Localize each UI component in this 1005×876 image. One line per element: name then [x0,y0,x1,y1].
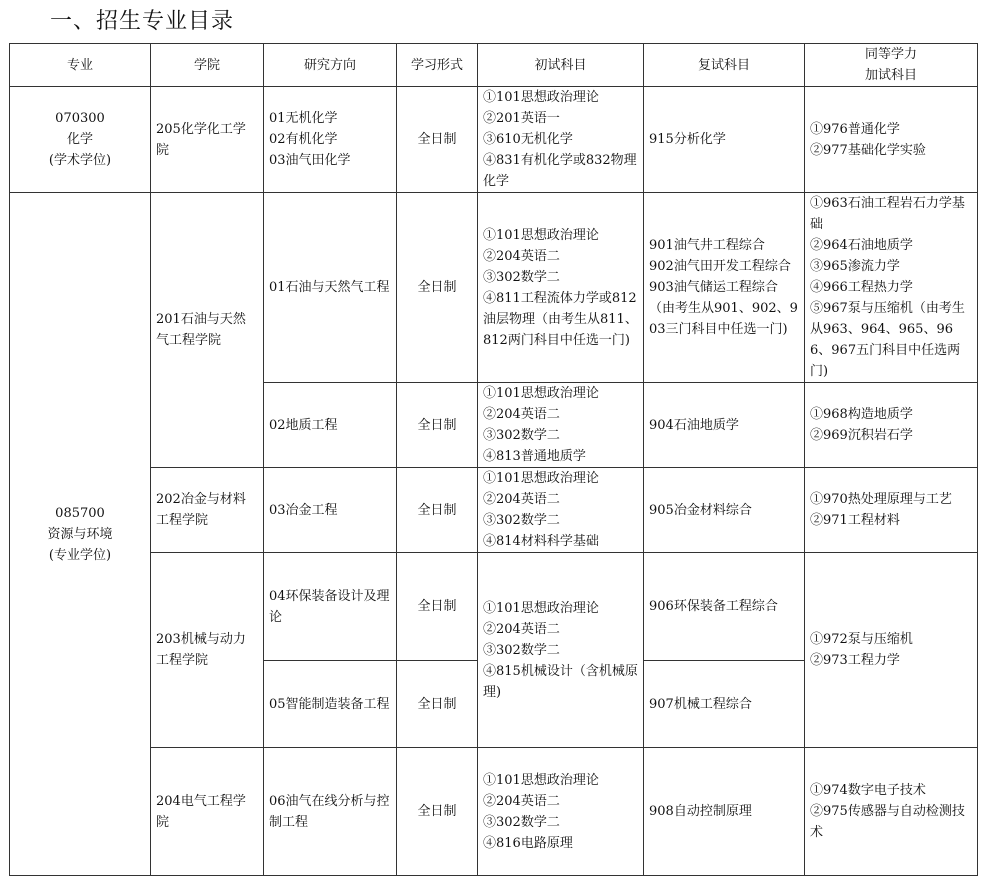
direction-item: 05智能制造装备工程 [269,696,390,712]
direction-cell [264,468,397,553]
exam-subject: ③302数学二 [483,642,560,658]
header-mode: 学习形式 [397,44,478,87]
extra-subject: ②975传感器与自动检测技术 [810,804,965,840]
header-row [10,44,978,87]
exam-subject: ①101思想政治理论 [483,386,599,401]
exam-subject: ②204英语二 [483,407,560,422]
direction-cell [264,87,397,193]
retest-cell [644,193,805,383]
exam-subject: ②204英语二 [483,492,560,507]
page-title: 一、招生专业目录 [50,9,235,34]
table-row [10,87,978,193]
retest-subject: 908自动控制原理 [649,804,752,819]
direction-cell [264,748,397,876]
retest-subject: 905冶金材料综合 [649,502,752,518]
extra-subject: ②977基础化学实验 [810,142,926,158]
mode-cell: 全日制 [397,383,478,468]
admissions-table [9,43,978,876]
extra-subject: ①963石油工程岩石力学基础 [810,196,965,232]
header-retest: 复试科目 [644,44,805,87]
exam-subject: ①101思想政治理论 [483,471,599,486]
extra-subject: ④966工程热力学 [810,280,913,295]
direction-cell [264,193,397,383]
mode-cell: 全日制 [397,468,478,553]
major-code: 085700 [55,505,105,521]
extra-subject: ②971工程材料 [810,513,900,528]
extra-subject: ③965渗流力学 [810,259,900,274]
extra-cell [805,468,978,553]
exam-subject: ①101思想政治理论 [483,772,599,788]
extra-subject: ⑤967泵与压缩机（由考生从963、964、965、966、967五门科目中任选两门) [810,301,965,379]
mode-cell: 全日制 [397,553,478,661]
header-extra-line: 同等学力 [864,47,917,62]
exam-subject: ②204英语二 [483,621,560,637]
retest-subject: 903油气储运工程综合（由考生从901、902、903三门科目中任选一门) [649,280,798,337]
exam-subject: ④813普通地质学 [483,449,586,464]
major-name: 化学 [66,132,93,147]
first-exam-cell [478,383,644,468]
exam-subject: ①101思想政治理论 [483,90,599,105]
exam-subject: ④831有机化学或832物理化学 [483,153,637,189]
college-cell: 203机械与动力工程学院 [151,553,264,748]
retest-subject: 907机械工程综合 [649,696,752,712]
table-row [10,193,978,383]
exam-subject: ④815机械设计（含机械原理) [483,663,638,700]
extra-subject: ①968构造地质学 [810,407,913,422]
header-major: 专业 [10,44,151,87]
direction-cell [264,661,397,748]
extra-subject: ①972泵与压缩机 [810,632,913,647]
exam-subject: ②204英语二 [483,248,560,264]
table-row [10,748,978,876]
major-code: 070300 [55,111,105,126]
direction-item: 03油气田化学 [269,153,351,168]
college-cell: 201石油与天然气工程学院 [151,193,264,468]
exam-subject: ①101思想政治理论 [483,227,599,243]
extra-subject: ①970热处理原理与工艺 [810,492,952,507]
exam-subject: ③302数学二 [483,513,560,528]
extra-cell [805,383,978,468]
first-exam-cell [478,468,644,553]
exam-subject: ③302数学二 [483,428,560,443]
major-type: (专业学位) [48,547,112,563]
exam-subject: ②201英语一 [483,111,560,126]
retest-cell [644,553,805,661]
retest-cell [644,468,805,553]
retest-cell [644,383,805,468]
first-exam-cell [478,87,644,193]
retest-subject: 915分析化学 [649,132,726,147]
major-type: (学术学位) [48,153,112,168]
direction-item: 01无机化学 [269,111,338,126]
extra-subject: ②964石油地质学 [810,238,913,253]
extra-cell [805,87,978,193]
direction-item: 04环保装备设计及理论 [269,588,390,625]
exam-subject: ③610无机化学 [483,132,573,147]
retest-subject: 904石油地质学 [649,417,739,433]
header-direction: 研究方向 [264,44,397,87]
exam-subject: ①101思想政治理论 [483,600,599,616]
direction-item: 06油气在线分析与控制工程 [269,793,390,830]
exam-subject: ④816电路原理 [483,835,573,851]
exam-subject: ③302数学二 [483,814,560,830]
extra-subject: ②969沉积岩石学 [810,428,913,443]
direction-item: 02地质工程 [269,417,338,433]
header-extra [805,44,978,87]
extra-subject: ①976普通化学 [810,121,900,137]
direction-item: 03冶金工程 [269,502,338,518]
table-row [10,468,978,553]
major-cell [10,193,151,876]
exam-subject: ④814材料科学基础 [483,534,599,549]
major-cell [10,87,151,193]
exam-subject: ③302数学二 [483,269,560,285]
extra-cell [805,193,978,383]
first-exam-cell [478,553,644,748]
retest-cell [644,87,805,193]
header-first-exam: 初试科目 [478,44,644,87]
header-college: 学院 [151,44,264,87]
extra-cell [805,748,978,876]
mode-cell: 全日制 [397,661,478,748]
retest-subject: 901油气井工程综合 [649,238,765,253]
first-exam-cell [478,748,644,876]
extra-cell [805,553,978,748]
exam-subject: ④811工程流体力学或812油层物理（由考生从811、812两门科目中任选一门) [483,290,638,348]
direction-item: 02有机化学 [269,132,338,147]
major-name: 资源与环境 [47,526,113,542]
retest-cell [644,748,805,876]
college-cell: 204电气工程学院 [151,748,264,876]
retest-subject: 906环保装备工程综合 [649,599,778,614]
retest-cell [644,661,805,748]
direction-cell [264,553,397,661]
extra-subject: ①974数字电子技术 [810,783,926,798]
retest-subject: 902油气田开发工程综合 [649,259,791,274]
exam-subject: ②204英语二 [483,793,560,809]
header-extra-line: 加试科目 [864,68,917,83]
extra-subject: ②973工程力学 [810,653,900,668]
first-exam-cell [478,193,644,383]
table-row [10,553,978,661]
direction-item: 01石油与天然气工程 [269,280,390,295]
mode-cell: 全日制 [397,87,478,193]
mode-cell: 全日制 [397,748,478,876]
mode-cell: 全日制 [397,193,478,383]
college-cell: 202冶金与材料工程学院 [151,468,264,553]
direction-cell [264,383,397,468]
college-cell: 205化学化工学院 [151,87,264,193]
